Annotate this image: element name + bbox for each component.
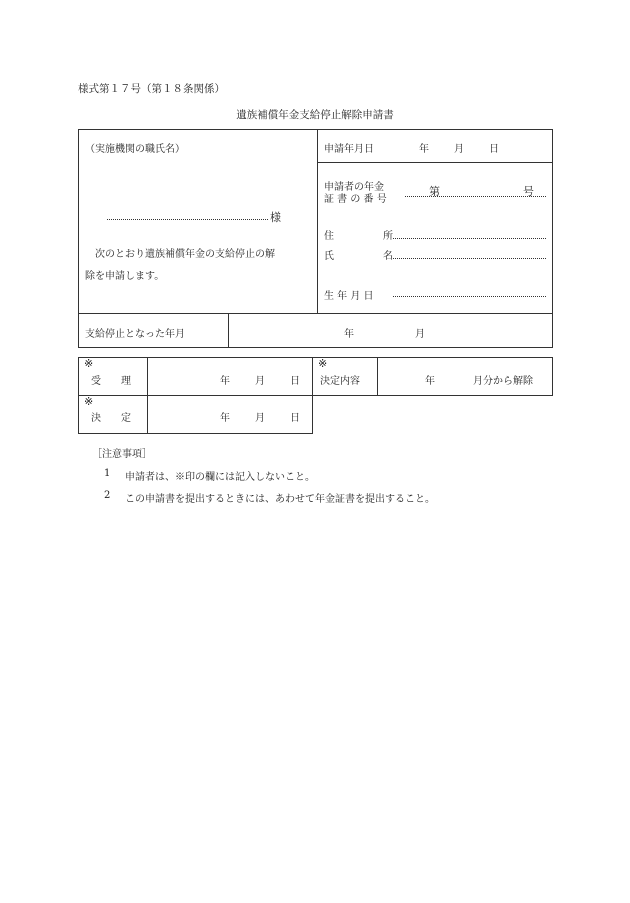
application-date-year[interactable]: 年 [419,144,429,155]
decision-label: 決 定 [91,413,131,424]
decision-day: 日 [290,413,300,424]
note-2-number: 2 [104,490,111,501]
request-text-line2: 除を申請します。 [85,271,165,282]
note-1-number: 1 [104,468,111,479]
decision-content-label: 決定内容 [320,376,360,387]
office-divider-1 [147,357,148,434]
birthdate-label: 生 年 月 日 [324,291,374,302]
decision-year: 年 [220,413,230,424]
addressee-label: （実施機関の職氏名） [85,144,185,155]
pension-cert-number-field[interactable] [405,196,546,197]
honorific: 様 [270,211,281,224]
receipt-mark: ※ [84,357,94,370]
pension-cert-suffix: 号 [523,185,534,198]
form-divider-row-suspension [78,313,553,314]
form-divider-date-row [317,162,553,163]
address-field[interactable] [393,238,546,239]
pension-cert-label-line1: 申請者の年金 [324,182,384,193]
document-title: 遺族補償年金支給停止解除申請書 [236,109,394,121]
receipt-month: 月 [255,376,265,387]
decision-mark: ※ [84,395,94,408]
office-divider-2 [312,357,313,396]
pension-cert-prefix: 第 [429,185,440,198]
suspension-year[interactable]: 年 [344,329,354,340]
application-date-day[interactable]: 日 [489,144,499,155]
suspension-divider [228,313,229,348]
notes-heading: ［注意事項］ [92,449,152,460]
birthdate-field[interactable] [393,296,546,297]
address-label-b: 所 [383,231,393,242]
name-field[interactable] [393,258,546,259]
release-suffix: 月分から解除 [473,376,533,387]
suspension-month[interactable]: 月 [415,329,425,340]
application-date-label: 申請年月日 [324,144,374,155]
name-label-b: 名 [383,251,393,262]
decision-content-mark: ※ [318,357,328,370]
name-label-a: 氏 [324,251,334,262]
suspension-label: 支給停止となった年月 [85,329,185,340]
receipt-year: 年 [220,376,230,387]
decision-month: 月 [255,413,265,424]
note-2-text: この申請書を提出するときには、あわせて年金証書を提出すること。 [125,494,435,505]
note-1-text: 申請者は、※印の欄には記入しないこと。 [125,472,315,483]
addressee-field[interactable] [107,219,268,220]
form-divider-vertical [317,129,318,313]
address-label-a: 住 [324,231,334,242]
office-divider-3 [377,357,378,396]
pension-cert-label-line2: 証 書 の 番 号 [324,194,387,205]
application-date-month[interactable]: 月 [454,144,464,155]
receipt-day: 日 [290,376,300,387]
receipt-label: 受 理 [91,376,131,387]
request-text-line1: 次のとおり遺族補償年金の支給停止の解 [95,249,275,260]
release-year: 年 [425,376,435,387]
form-number: 様式第１７号（第１８条関係） [78,83,225,95]
